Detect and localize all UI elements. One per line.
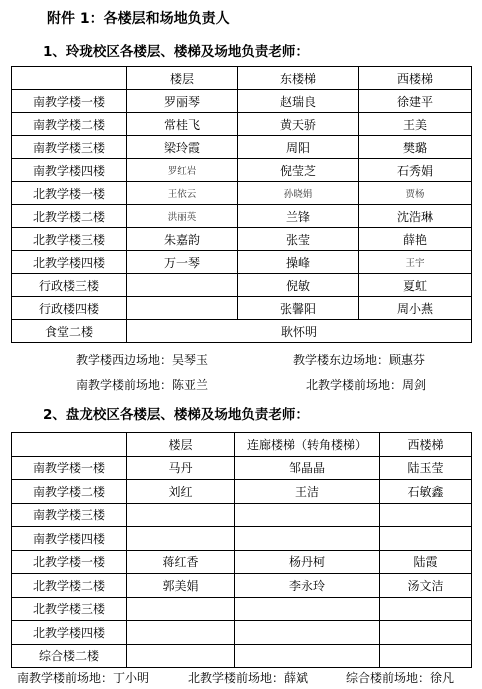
table-row — [12, 644, 472, 668]
cell — [380, 597, 472, 621]
table-row — [12, 550, 472, 574]
cell — [127, 644, 235, 668]
cell: 刘红 — [127, 480, 235, 504]
table-row — [12, 205, 472, 228]
cell: 汤文洁 — [380, 574, 472, 598]
cell: 石敏鑫 — [380, 480, 472, 504]
table-row — [12, 456, 472, 480]
table-row — [12, 136, 472, 159]
header-cell: 西楼梯 — [380, 433, 472, 457]
table-row — [12, 113, 472, 136]
document-title: 附件 1：各楼层和场地负责人 — [47, 11, 230, 27]
row-label: 南教学楼四楼 — [12, 159, 127, 182]
field-line-text: 南教学楼前场地：丁小明 — [17, 671, 150, 685]
cell — [235, 597, 380, 621]
cell: 陆玉莹 — [380, 456, 472, 480]
header-cell: 楼层 — [127, 433, 235, 457]
cell — [235, 644, 380, 668]
table-row — [12, 228, 472, 251]
table-row — [12, 297, 472, 320]
cell — [127, 274, 238, 297]
cell: 陆霞 — [380, 550, 472, 574]
table-row — [12, 480, 472, 504]
cell: 贾杨 — [359, 182, 472, 205]
row-label: 南教学楼四楼 — [12, 527, 127, 551]
cell: 马丹 — [127, 456, 235, 480]
cell: 倪莹芝 — [238, 159, 359, 182]
row-label: 食堂二楼 — [12, 320, 127, 343]
header-cell: 西楼梯 — [359, 67, 472, 90]
row-label: 南教学楼二楼 — [12, 113, 127, 136]
header-cell — [12, 433, 127, 457]
field-line-text: 北教学楼前场地：薛斌 — [188, 671, 309, 685]
cell — [235, 503, 380, 527]
cell — [127, 527, 235, 551]
header-cell — [12, 67, 127, 90]
table-row — [12, 274, 472, 297]
cell: 李永玲 — [235, 574, 380, 598]
table-row — [12, 251, 472, 274]
cell — [127, 597, 235, 621]
cell — [380, 644, 472, 668]
cell: 万一琴 — [127, 251, 238, 274]
cell: 郭美娟 — [127, 574, 235, 598]
cell — [127, 621, 235, 645]
cell: 周阳 — [238, 136, 359, 159]
header-cell: 楼层 — [127, 67, 238, 90]
cell — [380, 621, 472, 645]
table-row-canteen — [12, 320, 472, 343]
table-row — [12, 90, 472, 113]
cell: 梁玲霞 — [127, 136, 238, 159]
cell: 常桂飞 — [127, 113, 238, 136]
table-panlong — [11, 432, 472, 668]
row-label: 南教学楼一楼 — [12, 456, 127, 480]
row-label: 综合楼二楼 — [12, 644, 127, 668]
cell: 黄天骄 — [238, 113, 359, 136]
cell: 倪敏 — [238, 274, 359, 297]
field-line-text: 教学楼西边场地：吴琴玉 — [76, 353, 209, 367]
table-row — [12, 527, 472, 551]
field-line-text: 教学楼东边场地：顾惠芬 — [293, 353, 426, 367]
cell — [380, 503, 472, 527]
cell: 邹晶晶 — [235, 456, 380, 480]
table-header-row — [12, 67, 472, 90]
row-label: 北教学楼一楼 — [12, 550, 127, 574]
cell — [127, 503, 235, 527]
cell: 罗红岩 — [127, 159, 238, 182]
cell — [380, 527, 472, 551]
cell: 沈浩琳 — [359, 205, 472, 228]
cell: 杨丹柯 — [235, 550, 380, 574]
row-label: 南教学楼三楼 — [12, 503, 127, 527]
row-label: 南教学楼二楼 — [12, 480, 127, 504]
cell: 周小燕 — [359, 297, 472, 320]
table-row — [12, 597, 472, 621]
row-label: 南教学楼一楼 — [12, 90, 127, 113]
row-label: 北教学楼三楼 — [12, 228, 127, 251]
section-1-heading: 1、玲珑校区各楼层、楼梯及场地负责老师： — [43, 44, 309, 60]
cell: 王宇 — [359, 251, 472, 274]
cell: 夏虹 — [359, 274, 472, 297]
row-label: 行政楼四楼 — [12, 297, 127, 320]
cell: 徐建平 — [359, 90, 472, 113]
field-line-text: 北教学楼前场地：周剑 — [306, 378, 427, 392]
row-label: 南教学楼三楼 — [12, 136, 127, 159]
cell: 樊璐 — [359, 136, 472, 159]
cell: 王依云 — [127, 182, 238, 205]
cell: 孙晓娟 — [238, 182, 359, 205]
header-cell: 东楼梯 — [238, 67, 359, 90]
cell — [235, 527, 380, 551]
cell: 洪丽英 — [127, 205, 238, 228]
row-label: 行政楼三楼 — [12, 274, 127, 297]
table-header-row — [12, 433, 472, 457]
field-line-text: 综合楼前场地：徐凡 — [346, 671, 455, 685]
table-linglong — [11, 66, 472, 343]
table-row — [12, 159, 472, 182]
table-row — [12, 503, 472, 527]
table-row — [12, 621, 472, 645]
cell: 王美 — [359, 113, 472, 136]
cell — [235, 621, 380, 645]
cell: 操峰 — [238, 251, 359, 274]
cell-merged: 耿怀明 — [127, 320, 472, 343]
cell: 石秀娟 — [359, 159, 472, 182]
cell: 赵瑞良 — [238, 90, 359, 113]
cell: 兰锋 — [238, 205, 359, 228]
cell — [127, 297, 238, 320]
cell: 张莹 — [238, 228, 359, 251]
row-label: 北教学楼三楼 — [12, 597, 127, 621]
row-label: 北教学楼四楼 — [12, 251, 127, 274]
row-label: 北教学楼一楼 — [12, 182, 127, 205]
row-label: 北教学楼四楼 — [12, 621, 127, 645]
cell: 朱嘉韵 — [127, 228, 238, 251]
cell: 王洁 — [235, 480, 380, 504]
section-2-heading: 2、盘龙校区各楼层、楼梯及场地负责老师： — [43, 407, 309, 423]
header-cell: 连廊楼梯（转角楼梯） — [235, 433, 380, 457]
row-label: 北教学楼二楼 — [12, 574, 127, 598]
row-label: 北教学楼二楼 — [12, 205, 127, 228]
cell: 蒋红香 — [127, 550, 235, 574]
table-row — [12, 182, 472, 205]
table-row — [12, 574, 472, 598]
cell: 罗丽琴 — [127, 90, 238, 113]
cell: 薛艳 — [359, 228, 472, 251]
field-line-text: 南教学楼前场地：陈亚兰 — [76, 378, 209, 392]
cell: 张馨阳 — [238, 297, 359, 320]
